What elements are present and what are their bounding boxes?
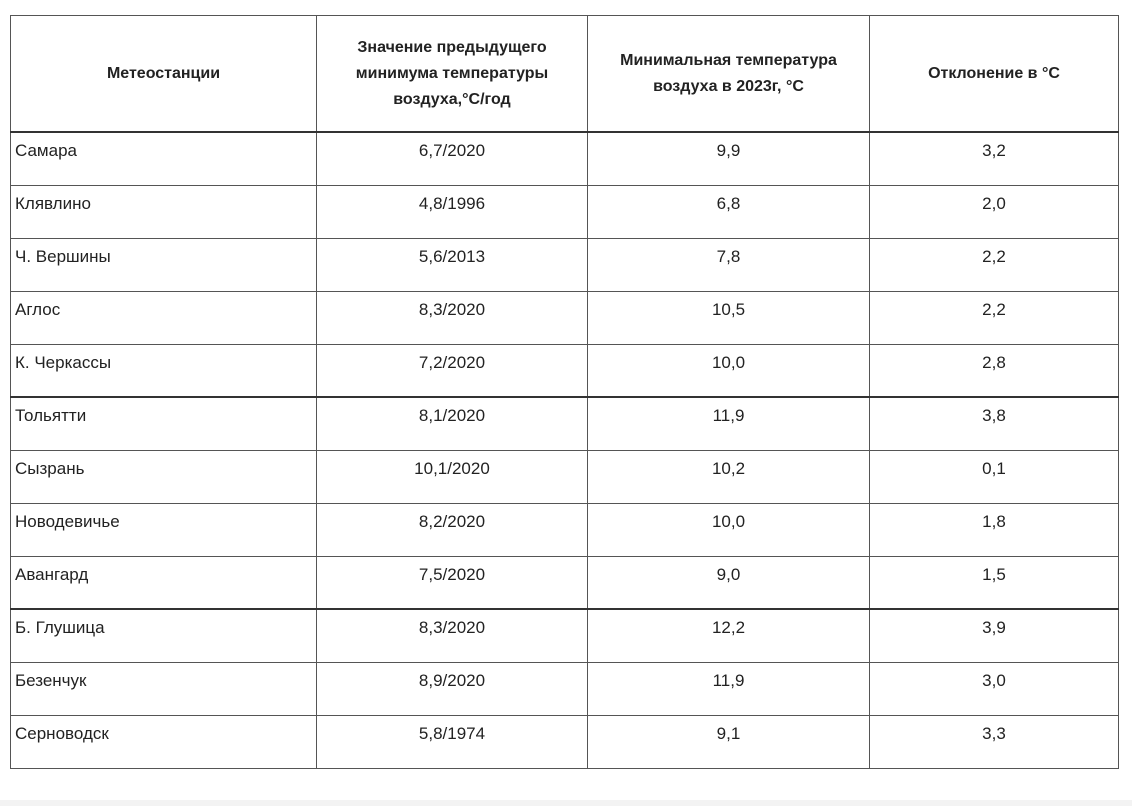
- deviation: 1,8: [870, 503, 1119, 556]
- previous-minimum: 8,1/2020: [317, 397, 588, 450]
- min-temp-2023: 7,8: [588, 238, 870, 291]
- previous-minimum: 5,8/1974: [317, 715, 588, 768]
- previous-minimum: 8,3/2020: [317, 609, 588, 662]
- station-name: Клявлино: [11, 185, 317, 238]
- data-table-container: [10, 15, 1119, 769]
- min-temp-2023: 11,9: [588, 397, 870, 450]
- table-row: [11, 238, 1119, 291]
- table-row: [11, 450, 1119, 503]
- station-name: Безенчук: [11, 662, 317, 715]
- deviation: 1,5: [870, 556, 1119, 609]
- station-name: Б. Глушица: [11, 609, 317, 662]
- table-row: [11, 609, 1119, 662]
- station-name: Авангард: [11, 556, 317, 609]
- deviation: 3,8: [870, 397, 1119, 450]
- min-temp-2023: 11,9: [588, 662, 870, 715]
- station-name: Самара: [11, 132, 317, 185]
- header-station: Метеостанции: [11, 16, 317, 133]
- deviation: 3,2: [870, 132, 1119, 185]
- min-temp-2023: 10,0: [588, 503, 870, 556]
- station-name: Новодевичье: [11, 503, 317, 556]
- deviation: 3,0: [870, 662, 1119, 715]
- min-temp-2023: 6,8: [588, 185, 870, 238]
- min-temp-2023: 10,5: [588, 291, 870, 344]
- min-temp-2023: 9,1: [588, 715, 870, 768]
- min-temp-2023: 10,0: [588, 344, 870, 397]
- previous-minimum: 7,5/2020: [317, 556, 588, 609]
- header-min-temp-2023: Минимальная температура воздуха в 2023г, °С: [588, 16, 870, 133]
- station-name: Серноводск: [11, 715, 317, 768]
- table-row: [11, 344, 1119, 397]
- station-name: Тольятти: [11, 397, 317, 450]
- deviation: 3,9: [870, 609, 1119, 662]
- header-deviation: Отклонение в °С: [870, 16, 1119, 133]
- previous-minimum: 8,3/2020: [317, 291, 588, 344]
- table-row: [11, 662, 1119, 715]
- min-temp-2023: 9,9: [588, 132, 870, 185]
- min-temp-2023: 10,2: [588, 450, 870, 503]
- temperature-table: [10, 15, 1119, 769]
- previous-minimum: 8,9/2020: [317, 662, 588, 715]
- previous-minimum: 7,2/2020: [317, 344, 588, 397]
- previous-minimum: 10,1/2020: [317, 450, 588, 503]
- header-previous-minimum: Значение предыдущего минимума температуры воздуха,°С/год: [317, 16, 588, 133]
- table-row: [11, 715, 1119, 768]
- table-row: [11, 503, 1119, 556]
- station-name: Ч. Вершины: [11, 238, 317, 291]
- table-header-row: [11, 16, 1119, 133]
- deviation: 2,8: [870, 344, 1119, 397]
- deviation: 2,2: [870, 291, 1119, 344]
- table-row: [11, 291, 1119, 344]
- min-temp-2023: 9,0: [588, 556, 870, 609]
- table-row: [11, 397, 1119, 450]
- station-name: К. Черкассы: [11, 344, 317, 397]
- station-name: Аглос: [11, 291, 317, 344]
- page-bottom-strip: [0, 800, 1132, 806]
- table-row: [11, 185, 1119, 238]
- table-row: [11, 132, 1119, 185]
- previous-minimum: 8,2/2020: [317, 503, 588, 556]
- previous-minimum: 4,8/1996: [317, 185, 588, 238]
- previous-minimum: 6,7/2020: [317, 132, 588, 185]
- deviation: 2,2: [870, 238, 1119, 291]
- station-name: Сызрань: [11, 450, 317, 503]
- table-row: [11, 556, 1119, 609]
- previous-minimum: 5,6/2013: [317, 238, 588, 291]
- deviation: 2,0: [870, 185, 1119, 238]
- deviation: 3,3: [870, 715, 1119, 768]
- min-temp-2023: 12,2: [588, 609, 870, 662]
- deviation: 0,1: [870, 450, 1119, 503]
